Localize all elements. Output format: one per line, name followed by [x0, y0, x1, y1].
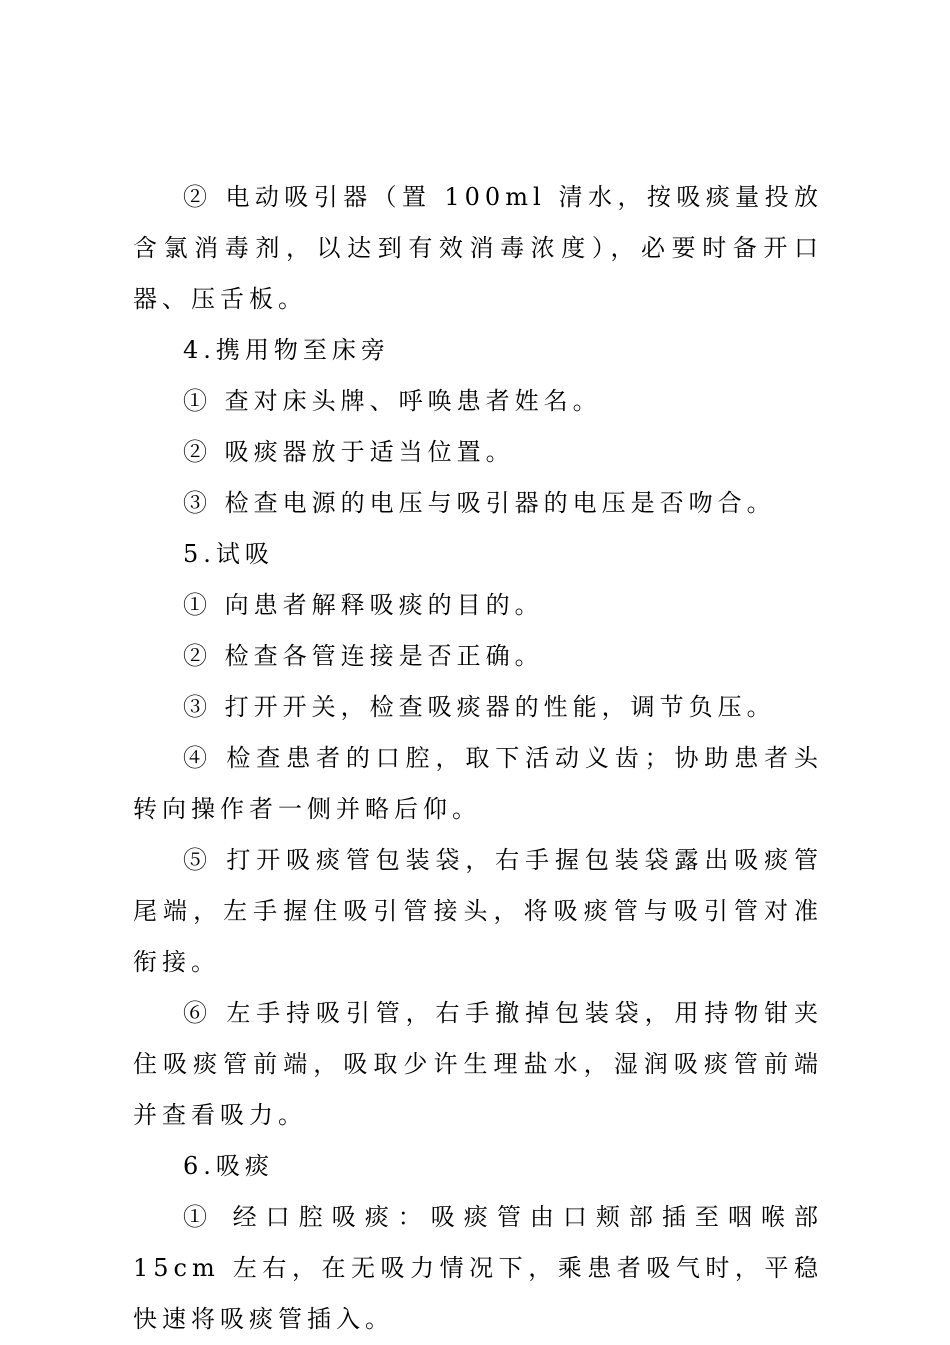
paragraph-test-suction: ⑥ 左手持吸引管，右手撤掉包装袋，用持物钳夹住吸痰管前端，吸取少许生理盐水，湿润吸痰管前端并查看吸力。	[133, 999, 823, 1129]
paragraph-place-device: ② 吸痰器放于适当位置。	[183, 438, 515, 466]
heading-step-5: 5.试吸	[183, 540, 274, 568]
heading-step-6: 6.吸痰	[183, 1152, 274, 1180]
paragraph-check-voltage: ③ 检查电源的电压与吸引器的电压是否吻合。	[183, 489, 776, 517]
paragraph-open-package: ⑤ 打开吸痰管包装袋，右手握包装袋露出吸痰管尾端，左手握住吸引管接头，将吸痰管与吸引管对准衔接。	[133, 846, 823, 976]
paragraph-explain-purpose: ① 向患者解释吸痰的目的。	[183, 591, 544, 619]
paragraph-suction-device: ② 电动吸引器（置 100ml 清水，按吸痰量投放含氯消毒剂，以达到有效消毒浓度），必要时备开口器、压舌板。	[133, 183, 823, 313]
paragraph-check-bed-card: ① 查对床头牌、呼唤患者姓名。	[183, 387, 602, 415]
paragraph-adjust-pressure: ③ 打开开关，检查吸痰器的性能，调节负压。	[183, 693, 776, 721]
paragraph-oral-suction: ① 经口腔吸痰：吸痰管由口颊部插至咽喉部 15cm 左右，在无吸力情况下，乘患者吸气时，平稳快速将吸痰管插入。	[133, 1203, 823, 1333]
document-body	[133, 172, 823, 1345]
paragraph-check-mouth: ④ 检查患者的口腔，取下活动义齿；协助患者头转向操作者一侧并略后仰。	[133, 744, 823, 823]
heading-step-4: 4.携用物至床旁	[183, 336, 390, 364]
paragraph-check-connections: ② 检查各管连接是否正确。	[183, 642, 544, 670]
